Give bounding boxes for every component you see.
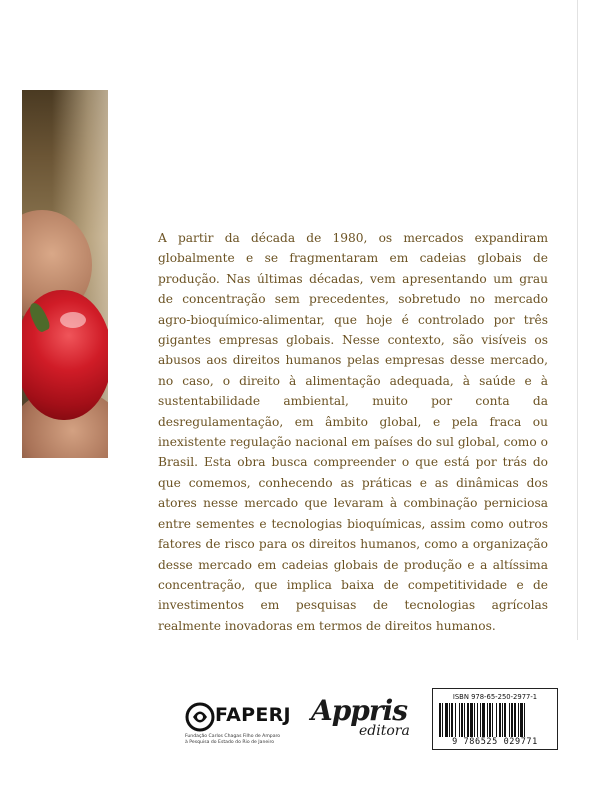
faperj-logo [185, 698, 295, 750]
cover-edge-line [577, 0, 578, 640]
blurb-text: A partir da década de 1980, os mercados expandiram globalmente e se fragmentaram em cadeias globais de produção. Nas últimas décadas, vem apresentando um grau de concentração sem precedentes, sobretudo no mercado agro-bioquímico-alimentar, que hoje é controlado por três gigantes empresas globais. Nesse contexto, são visíveis os abusos aos direitos humanos pelas empresas desse mercado, no caso, o direito à alimentação adequada, à saúde e à sustentabilidade ambiental, muito por conta da desregulamentação, em âmbito global, e pela fraca ou inexistente regulação nacional em países do sul global, como o Brasil. Esta obra busca compreender o que está por trás do que comemos, conhecendo as práticas e as dinâmicas dos atores nesse mercado que levaram à combinação perniciosa entre sementes e tecnologias bioquímicas, assim como outros fatores de risco para os direitos humanos, como a organização desse mercado em cadeias globais de produção e a altíssima concentração, que implica baixa de competitividade e de investimentos em pesquisas de tecnologias agrícolas realmente inovadoras em termos de direitos humanos. [158, 231, 548, 633]
faperj-tagline-line2: à Pesquisa do Estado do Rio de Janeiro [185, 740, 275, 745]
apple-highlight [60, 312, 86, 328]
apple-hand-photo [22, 90, 108, 458]
faperj-name: FAPERJ [215, 704, 291, 726]
faperj-tagline-line1: Fundação Carlos Chagas Filho de Amparo [185, 734, 281, 739]
appris-name: Appris [311, 694, 408, 727]
back-cover-blurb [158, 228, 548, 636]
appris-logo [311, 694, 411, 744]
appris-editora: editora [359, 723, 410, 739]
isbn-label: ISBN 978-65-250-2977-1 [452, 693, 538, 701]
isbn-barcode [432, 688, 558, 750]
barcode-digits: 9 786525 029771 [452, 737, 538, 747]
barcode-bars-icon [439, 703, 551, 737]
faperj-emblem-icon [185, 702, 215, 732]
faperj-tagline [185, 734, 297, 746]
